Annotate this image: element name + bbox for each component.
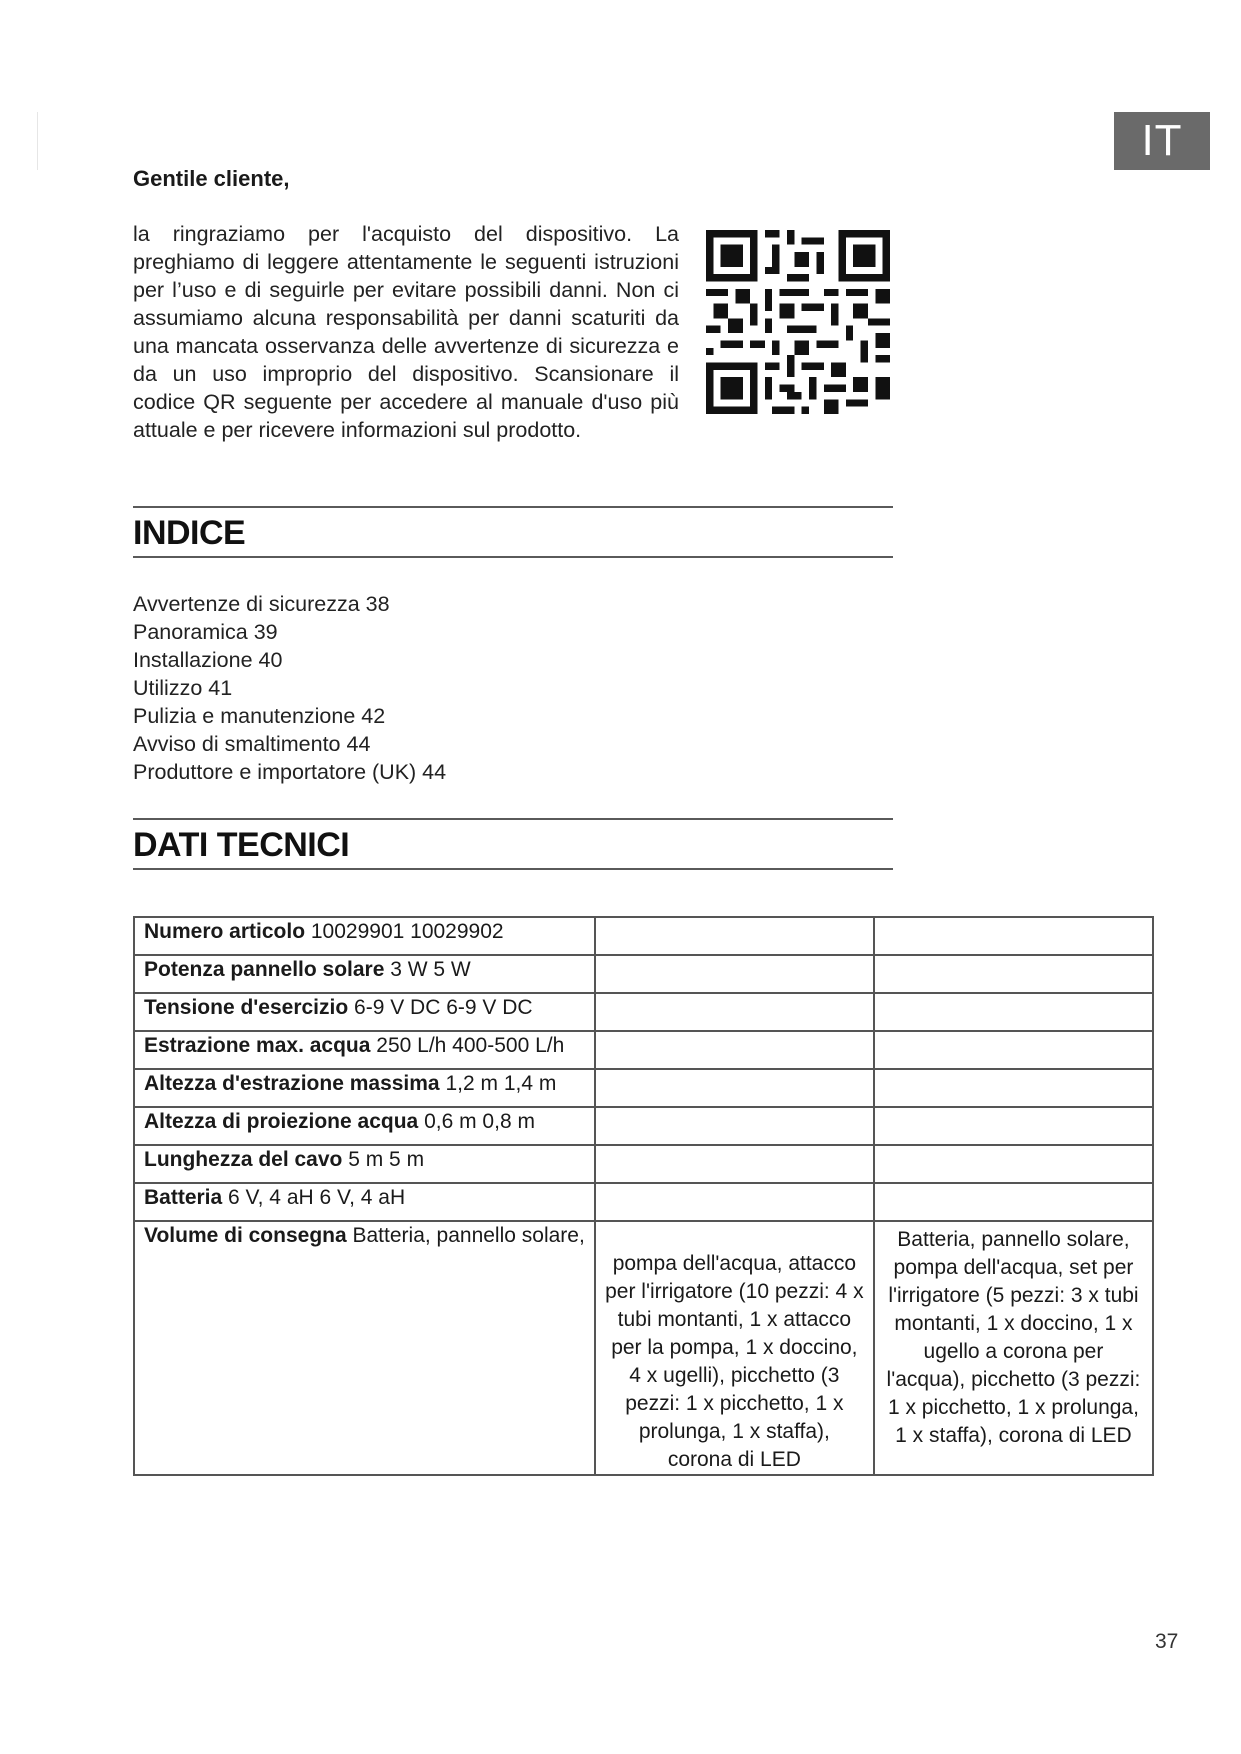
table-row	[134, 1031, 1153, 1069]
divider	[133, 506, 893, 508]
table-row	[134, 917, 1153, 955]
spec-value: 1,2 m 1,4 m	[445, 1072, 557, 1095]
qr-code-icon	[706, 230, 890, 414]
table-row	[134, 1183, 1153, 1221]
table-row	[134, 1221, 1153, 1475]
margin-mark	[37, 112, 38, 170]
table-row	[134, 955, 1153, 993]
language-badge: IT	[1114, 112, 1210, 170]
table-row	[134, 993, 1153, 1031]
delivery-contents-model-b: Batteria, pannello solare, pompa dell'acqua, set per l'irrigatore (5 pezzi: 3 x tubi montanti, 1 x doccino, 1 x ugello a corona per l'acqua), picchetto (3 pezzi: 1 x picchetto, 1 x prolunga, 1 x staffa), corona di LED	[886, 1228, 1141, 1447]
table-row	[134, 1069, 1153, 1107]
spec-value: 3 W 5 W	[390, 958, 471, 981]
spec-label: Batteria	[144, 1186, 223, 1209]
spec-label: Altezza d'estrazione massima	[144, 1072, 440, 1095]
toc-item[interactable]: Utilizzo 41	[133, 676, 233, 700]
intro-paragraph: la ringraziamo per l'acquisto del dispositivo. La preghiamo di leggere attentamente le seguenti istruzioni per l’uso e di seguirle per evitare possibili danni. Non ci assumiamo alcuna responsabilità per danni scaturiti da una mancata osservanza delle avvertenze di sicurezza e da un uso improprio del dispositivo. Scansionare il codice QR seguente per accedere al manuale d'uso più attuale e per ricevere informazioni sul prodotto.	[133, 222, 679, 442]
spec-value: 250 L/h 400-500 L/h	[376, 1034, 565, 1057]
spec-value: 10029901 10029902	[310, 920, 504, 943]
toc-item[interactable]: Avvertenze di sicurezza 38	[133, 592, 390, 616]
spec-value: 6 V, 4 aH 6 V, 4 aH	[228, 1186, 406, 1209]
index-heading: INDICE	[133, 514, 246, 552]
spec-label: Volume di consegna	[144, 1224, 347, 1247]
divider	[133, 818, 893, 820]
spec-label: Altezza di proiezione acqua	[144, 1110, 419, 1133]
spec-value: 5 m 5 m	[348, 1148, 425, 1171]
spec-label: Tensione d'esercizio	[144, 996, 349, 1019]
spec-label: Numero articolo	[144, 920, 306, 943]
spec-label: Estrazione max. acqua	[144, 1034, 371, 1057]
table-row	[134, 1107, 1153, 1145]
toc-item[interactable]: Pulizia e manutenzione 42	[133, 704, 386, 728]
table-row	[134, 1145, 1153, 1183]
greeting: Gentile cliente,	[133, 166, 290, 191]
spec-label: Lunghezza del cavo	[144, 1148, 343, 1171]
page-number: 37	[1155, 1630, 1179, 1653]
toc-item[interactable]: Panoramica 39	[133, 620, 278, 644]
spec-value: 0,6 m 0,8 m	[424, 1110, 535, 1133]
toc-item[interactable]: Produttore e importatore (UK) 44	[133, 760, 447, 784]
toc-item[interactable]: Installazione 40	[133, 648, 283, 672]
spec-label: Potenza pannello solare	[144, 958, 385, 981]
toc-item[interactable]: Avviso di smaltimento 44	[133, 732, 371, 756]
divider	[133, 556, 893, 558]
delivery-contents-model-a: pompa dell'acqua, attacco per l'irrigatore (10 pezzi: 4 x tubi montanti, 1 x attacco per la pompa, 1 x doccino, 4 x ugelli), picchetto (3 pezzi: 1 x picchetto, 1 x prolunga, 1 x staffa), corona di LED	[605, 1252, 864, 1471]
table-of-contents	[133, 590, 446, 786]
specs-table	[133, 916, 1154, 1476]
divider	[133, 868, 893, 870]
specs-heading: DATI TECNICI	[133, 826, 350, 864]
spec-value: 6-9 V DC 6-9 V DC	[354, 996, 533, 1019]
spec-value: Batteria, pannello solare,	[352, 1224, 585, 1247]
